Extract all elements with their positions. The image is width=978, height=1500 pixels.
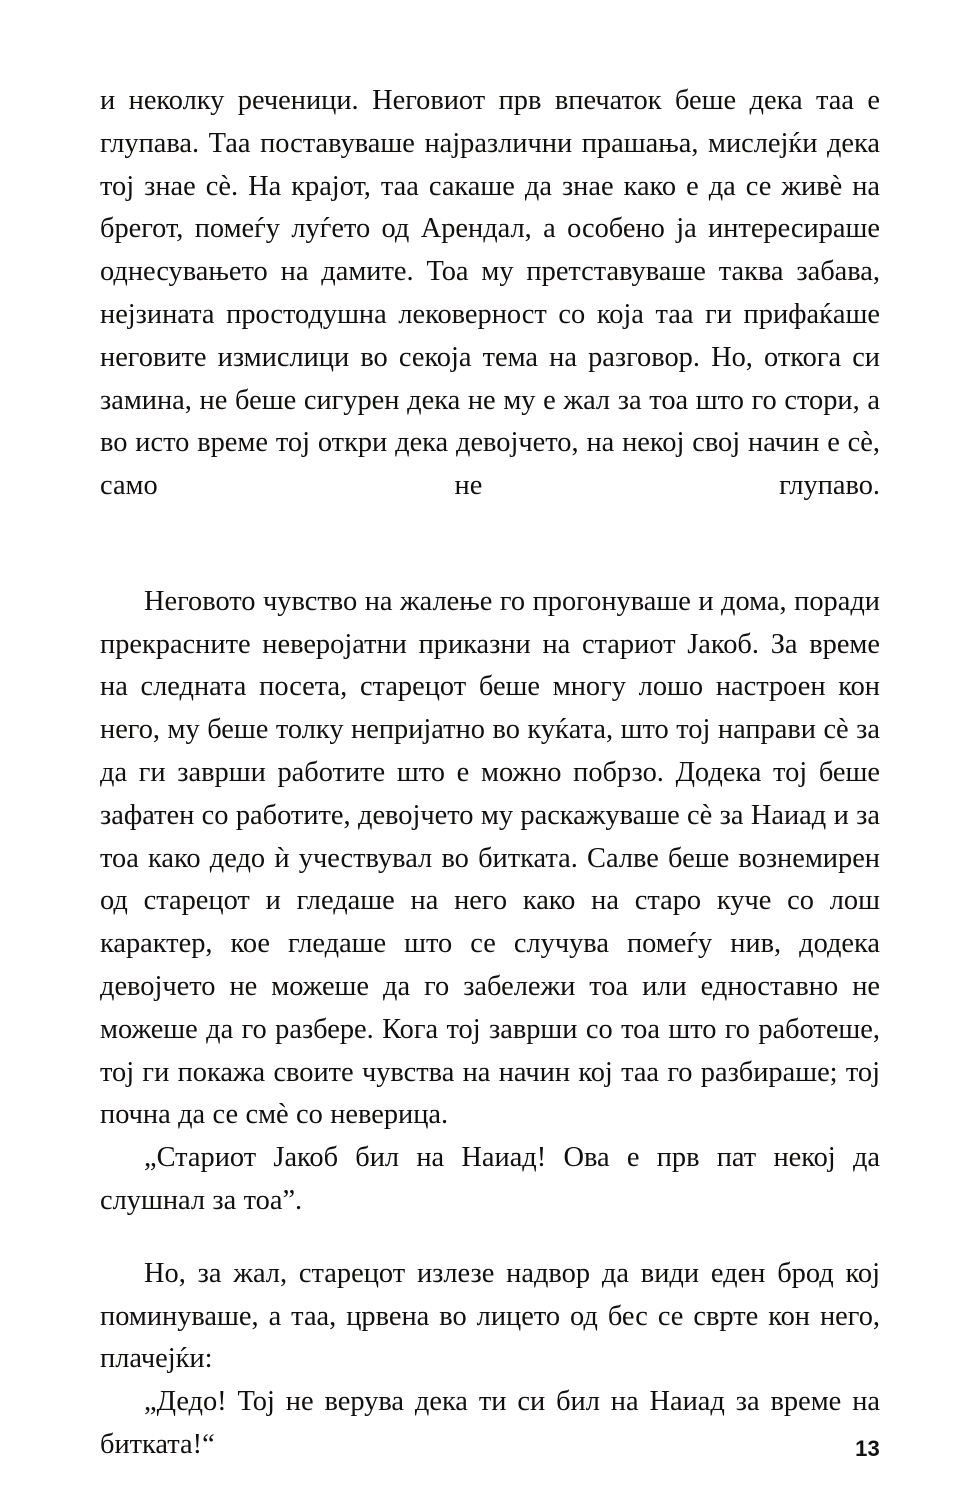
paragraph-3-quote: „Стариот Јакоб бил на Наиад! Ова е прв пат некој да слушнал за тоа”. <box>100 1142 880 1216</box>
paragraph-2: Неговото чувство на жалење го прогонуваше и дома, поради прекрасните неверојатни приказни на стариот Јакоб. За време на следната посета, старецот беше многу лошо настроен кон него, му беше толку непријатно во куќата, што тој направи сѐ за да ги заврши работите што е можно побрзо. Додека тој беше зафатен со работите, девојчето му раскажуваше сѐ за Наиад и за тоа како дедо ѝ учествувал во битката. Салве беше вознемирен од старецот и гледаше на него како на старо куче со лош карактер, кое гледаше што се случува помеѓу нив, додека девојчето не можеше да го забележи тоа или едноставно не можеше да го разбере. Кога тој заврши со тоа што го работеше, тој ги покажа своите чувства на начин кој таа го разбираше; тој почна да се смѐ со неверица. <box>100 585 880 1131</box>
paragraph-5-quote: „Дедо! Тој не верува дека ти си бил на Наиад за време на битката!“ <box>100 1386 880 1460</box>
paragraph-1: и неколку реченици. Неговиот прв впечаток беше дека таа е глупава. Таа поставуваше најразлични прашања, мислејќи дека тој знае сѐ. На крајот, таа сакаше да знае како е да се живѐ на брегот, помеѓу луѓето од Арендал, а особено ја интересираше однесувањето на дамите. Тоа му претставуваше таква забава, нејзината простодушна лековерност со која таа ги прифаќаше неговите измислици во секоја тема на разговор. Но, откога си замина, не беше сигурен дека не му е жал за тоа што го стори, а во исто време тој откри дека девојчето, на некој свој начин е сѐ, само не глупаво. <box>100 85 880 502</box>
page-text-block <box>100 80 880 1467</box>
paragraph-4: Но, за жал, старецот излезе надвор да види еден брод кој поминуваше, а таа, црвена во лицето од бес се сврте кон него, плачејќи: <box>100 1257 880 1375</box>
page-number: 13 <box>855 1436 880 1461</box>
